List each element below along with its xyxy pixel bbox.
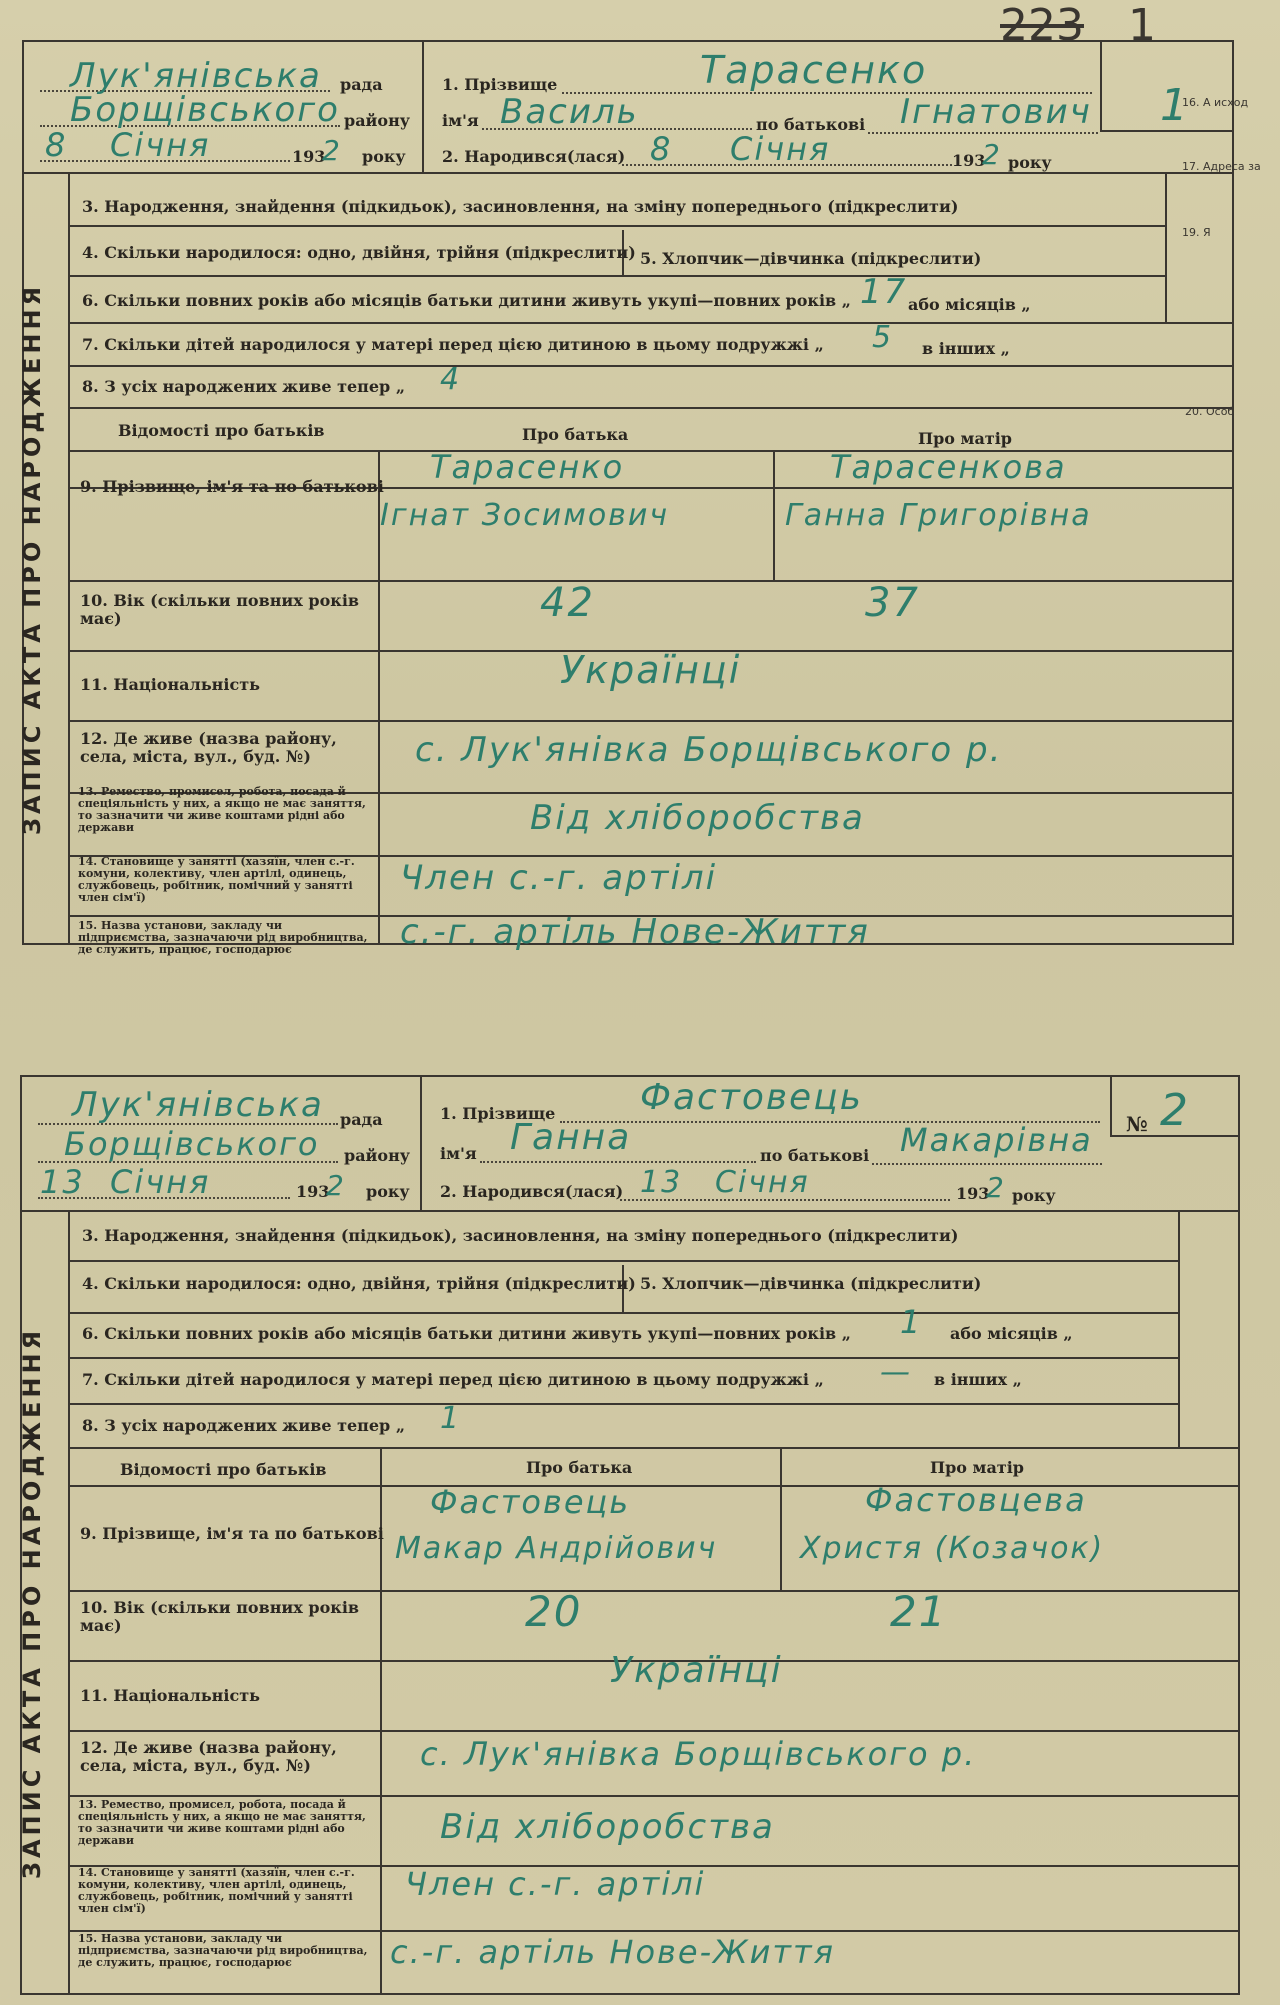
born-year-prefix: 193	[952, 151, 986, 170]
f7-value: —	[880, 1355, 912, 1390]
record-number: 1	[1160, 80, 1190, 131]
year-prefix: 193	[296, 1182, 330, 1201]
f12-label: 12. Де живе (назва району, села, міста, вул., буд. №)	[80, 729, 337, 766]
f6-label: 6. Скільки повних років або місяців батьки дитини живуть укупі—повних років „	[82, 1324, 851, 1343]
mother-name: Ганна Григорівна	[785, 498, 1092, 533]
year-digit: 2	[322, 134, 342, 167]
occupation: Від хліборобства	[440, 1807, 775, 1847]
record-number: 2	[1160, 1085, 1190, 1136]
label-born: 2. Народився(лася)	[442, 147, 626, 166]
year-digit: 2	[326, 1169, 346, 1202]
label-patronymic: по батькові	[760, 1146, 870, 1165]
f9-label: 9. Прізвище, ім'я та по батькові	[80, 477, 384, 496]
patronymic-value: Ігнатович	[900, 92, 1092, 132]
born-year-digit: 2	[982, 138, 1002, 171]
label-raionu: району	[344, 1146, 411, 1165]
birth-record-2	[0, 1075, 1280, 2000]
mother-age: 37	[865, 580, 920, 626]
surname-value: Фастовець	[640, 1077, 863, 1118]
nationality: Українці	[560, 648, 742, 692]
label-surname: 1. Прізвище	[442, 75, 558, 94]
raion-value: Борщівського	[70, 90, 340, 130]
f7-label: 7. Скільки дітей народилося у матері перед цією дитиною в цьому подружжі „	[82, 335, 824, 354]
father-surname: Фастовець	[430, 1483, 631, 1521]
label-roku: року	[362, 147, 406, 166]
f5-label: 5. Хлопчик—дівчинка (підкреслити)	[640, 249, 982, 268]
parents-header: Відомості про батьків	[120, 1460, 327, 1479]
born-label-roku: року	[1012, 1186, 1056, 1205]
label-surname: 1. Прізвище	[440, 1104, 556, 1123]
f4-label: 4. Скільки народилося: одно, двійня, трійня (підкреслити)	[82, 243, 636, 262]
about-mother: Про матір	[918, 429, 1012, 448]
side-title: ЗАПИС АКТА ПРО НАРОДЖЕННЯ	[18, 1326, 46, 1879]
f10-label: 10. Вік (скільки повних років має)	[80, 1598, 360, 1635]
f11-label: 11. Національність	[80, 675, 260, 694]
f14-label: 14. Становище у занятті (хазяїн, член с.-г. комуни, колективу, член артілі, одинець, службовець, робітник, помічний у занятті член сім'ї)	[78, 855, 355, 904]
born-month: Січня	[715, 1165, 810, 1200]
side-title: ЗАПИС АКТА ПРО НАРОДЖЕННЯ	[18, 282, 46, 835]
surname-value: Тарасенко	[700, 48, 928, 92]
about-father: Про батька	[522, 425, 629, 444]
workplace: с.-г. артіль Нове-Життя	[390, 1933, 835, 1971]
nationality: Українці	[610, 1650, 783, 1691]
patronymic-value: Макарівна	[900, 1121, 1093, 1159]
birth-record-1	[0, 40, 1280, 960]
f11-label: 11. Національність	[80, 1686, 260, 1705]
mother-surname: Фастовцева	[865, 1481, 1087, 1519]
name-value: Василь	[500, 92, 639, 132]
occupation: Від хліборобства	[530, 798, 865, 838]
f7-other-label: в інших „	[934, 1370, 1022, 1389]
residence: с. Лук'янівка Борщівського р.	[420, 1735, 977, 1773]
f6-months-label: або місяців „	[950, 1324, 1073, 1343]
f6-years: 17	[860, 272, 908, 312]
f8-value: 1	[440, 1401, 462, 1436]
status: Член с.-г. артілі	[400, 858, 718, 898]
f8-label: 8. З усіх народжених живе тепер „	[82, 377, 406, 396]
record-month: Січня	[110, 1163, 211, 1201]
label-rada: рада	[340, 1110, 383, 1129]
record-day: 13	[40, 1163, 85, 1201]
name-value: Ганна	[510, 1117, 632, 1158]
f13-label: 13. Ремество, промисел, робота, посада й спеціяльність у них, а якщо не має заняття, то зазначити чи живе коштами рідні або держави	[78, 785, 366, 834]
f7-label: 7. Скільки дітей народилося у матері перед цією дитиною в цьому подружжі „	[82, 1370, 824, 1389]
f3-label: 3. Народження, знайдення (підкидьок), засиновлення, на зміну попереднього (підкреслити)	[82, 1226, 959, 1245]
label-name: ім'я	[440, 1144, 477, 1163]
f7-other-label: в інших „	[922, 339, 1010, 358]
father-surname: Тарасенко	[430, 448, 625, 486]
about-father: Про батька	[526, 1458, 633, 1477]
f8-value: 4	[440, 362, 462, 397]
father-age: 42	[540, 580, 595, 626]
raion-value: Борщівського	[64, 1125, 320, 1163]
f15-label: 15. Назва установи, закладу чи підприємства, зазначаючи рід виробництва, де служить, працює, господарює	[78, 1932, 368, 1969]
born-day: 8	[650, 130, 673, 168]
father-name: Макар Андрійович	[395, 1531, 718, 1566]
f14-label: 14. Становище у занятті (хазяїн, член с.-г. комуни, колективу, член артілі, одинець, службовець, робітник, помічний у занятті член сім'ї)	[78, 1866, 355, 1915]
f8-label: 8. З усіх народжених живе тепер „	[82, 1416, 406, 1435]
born-year-prefix: 193	[956, 1184, 990, 1203]
label-raionu: району	[344, 111, 411, 130]
label-rada: рада	[340, 75, 383, 94]
workplace: с.-г. артіль Нове-Життя	[400, 912, 870, 952]
born-day: 13	[640, 1165, 683, 1200]
f10-label: 10. Вік (скільки повних років має)	[80, 591, 360, 628]
current-page-number: 1	[1127, 0, 1156, 51]
f3-label: 3. Народження, знайдення (підкидьок), засиновлення, на зміну попереднього (підкреслити)	[82, 197, 959, 216]
f6-years: 1	[900, 1303, 923, 1341]
label-roku: року	[366, 1182, 410, 1201]
parents-header: Відомості про батьків	[118, 421, 325, 440]
born-label-roku: року	[1008, 153, 1052, 172]
label-patronymic: по батькові	[756, 115, 866, 134]
edge-note-19: 19. Я	[1182, 226, 1211, 239]
f4-label: 4. Скільки народилося: одно, двійня, трійня (підкреслити)	[82, 1274, 636, 1293]
record-month: Січня	[110, 126, 211, 164]
edge-note-16: 16. А исход	[1182, 96, 1249, 109]
record-day: 8	[45, 126, 68, 164]
label-name: ім'я	[442, 111, 479, 130]
father-age: 20	[525, 1587, 583, 1636]
born-year-digit: 2	[986, 1171, 1006, 1204]
mother-name: Христя (Козачок)	[800, 1531, 1105, 1566]
edge-note-17: 17. Адреса за	[1182, 160, 1261, 173]
about-mother: Про матір	[930, 1458, 1024, 1477]
f6-label: 6. Скільки повних років або місяців батьки дитини живуть укупі—повних років „	[82, 291, 851, 310]
residence: с. Лук'янівка Борщівського р.	[415, 730, 1003, 770]
mother-surname: Тарасенкова	[830, 448, 1067, 486]
number-sign: №	[1126, 1112, 1148, 1136]
edge-note-20: 20. Особ	[1185, 405, 1235, 418]
rada-value: Лук'янівська	[70, 56, 322, 96]
status: Член с.-г. артілі	[405, 1865, 706, 1903]
f9-label: 9. Прізвище, ім'я та по батькові	[80, 1524, 384, 1543]
f12-label: 12. Де живе (назва району, села, міста, вул., буд. №)	[80, 1738, 337, 1775]
year-prefix: 193	[292, 147, 326, 166]
rada-value: Лук'янівська	[72, 1085, 324, 1125]
f6-months-label: або місяців „	[908, 295, 1031, 314]
father-name: Ігнат Зосимович	[380, 498, 670, 533]
f13-label: 13. Ремество, промисел, робота, посада й спеціяльність у них, а якщо не має заняття, то зазначити чи живе коштами рідні або держави	[78, 1798, 366, 1847]
f15-label: 15. Назва установи, закладу чи підприємства, зазначаючи рід виробництва, де служить, працює, господарює	[78, 919, 368, 956]
struck-page-number: 223	[1000, 0, 1084, 51]
f5-label: 5. Хлопчик—дівчинка (підкреслити)	[640, 1274, 982, 1293]
label-born: 2. Народився(лася)	[440, 1182, 624, 1201]
born-month: Січня	[730, 130, 831, 168]
f7-value: 5	[872, 320, 894, 355]
mother-age: 21	[890, 1587, 948, 1636]
